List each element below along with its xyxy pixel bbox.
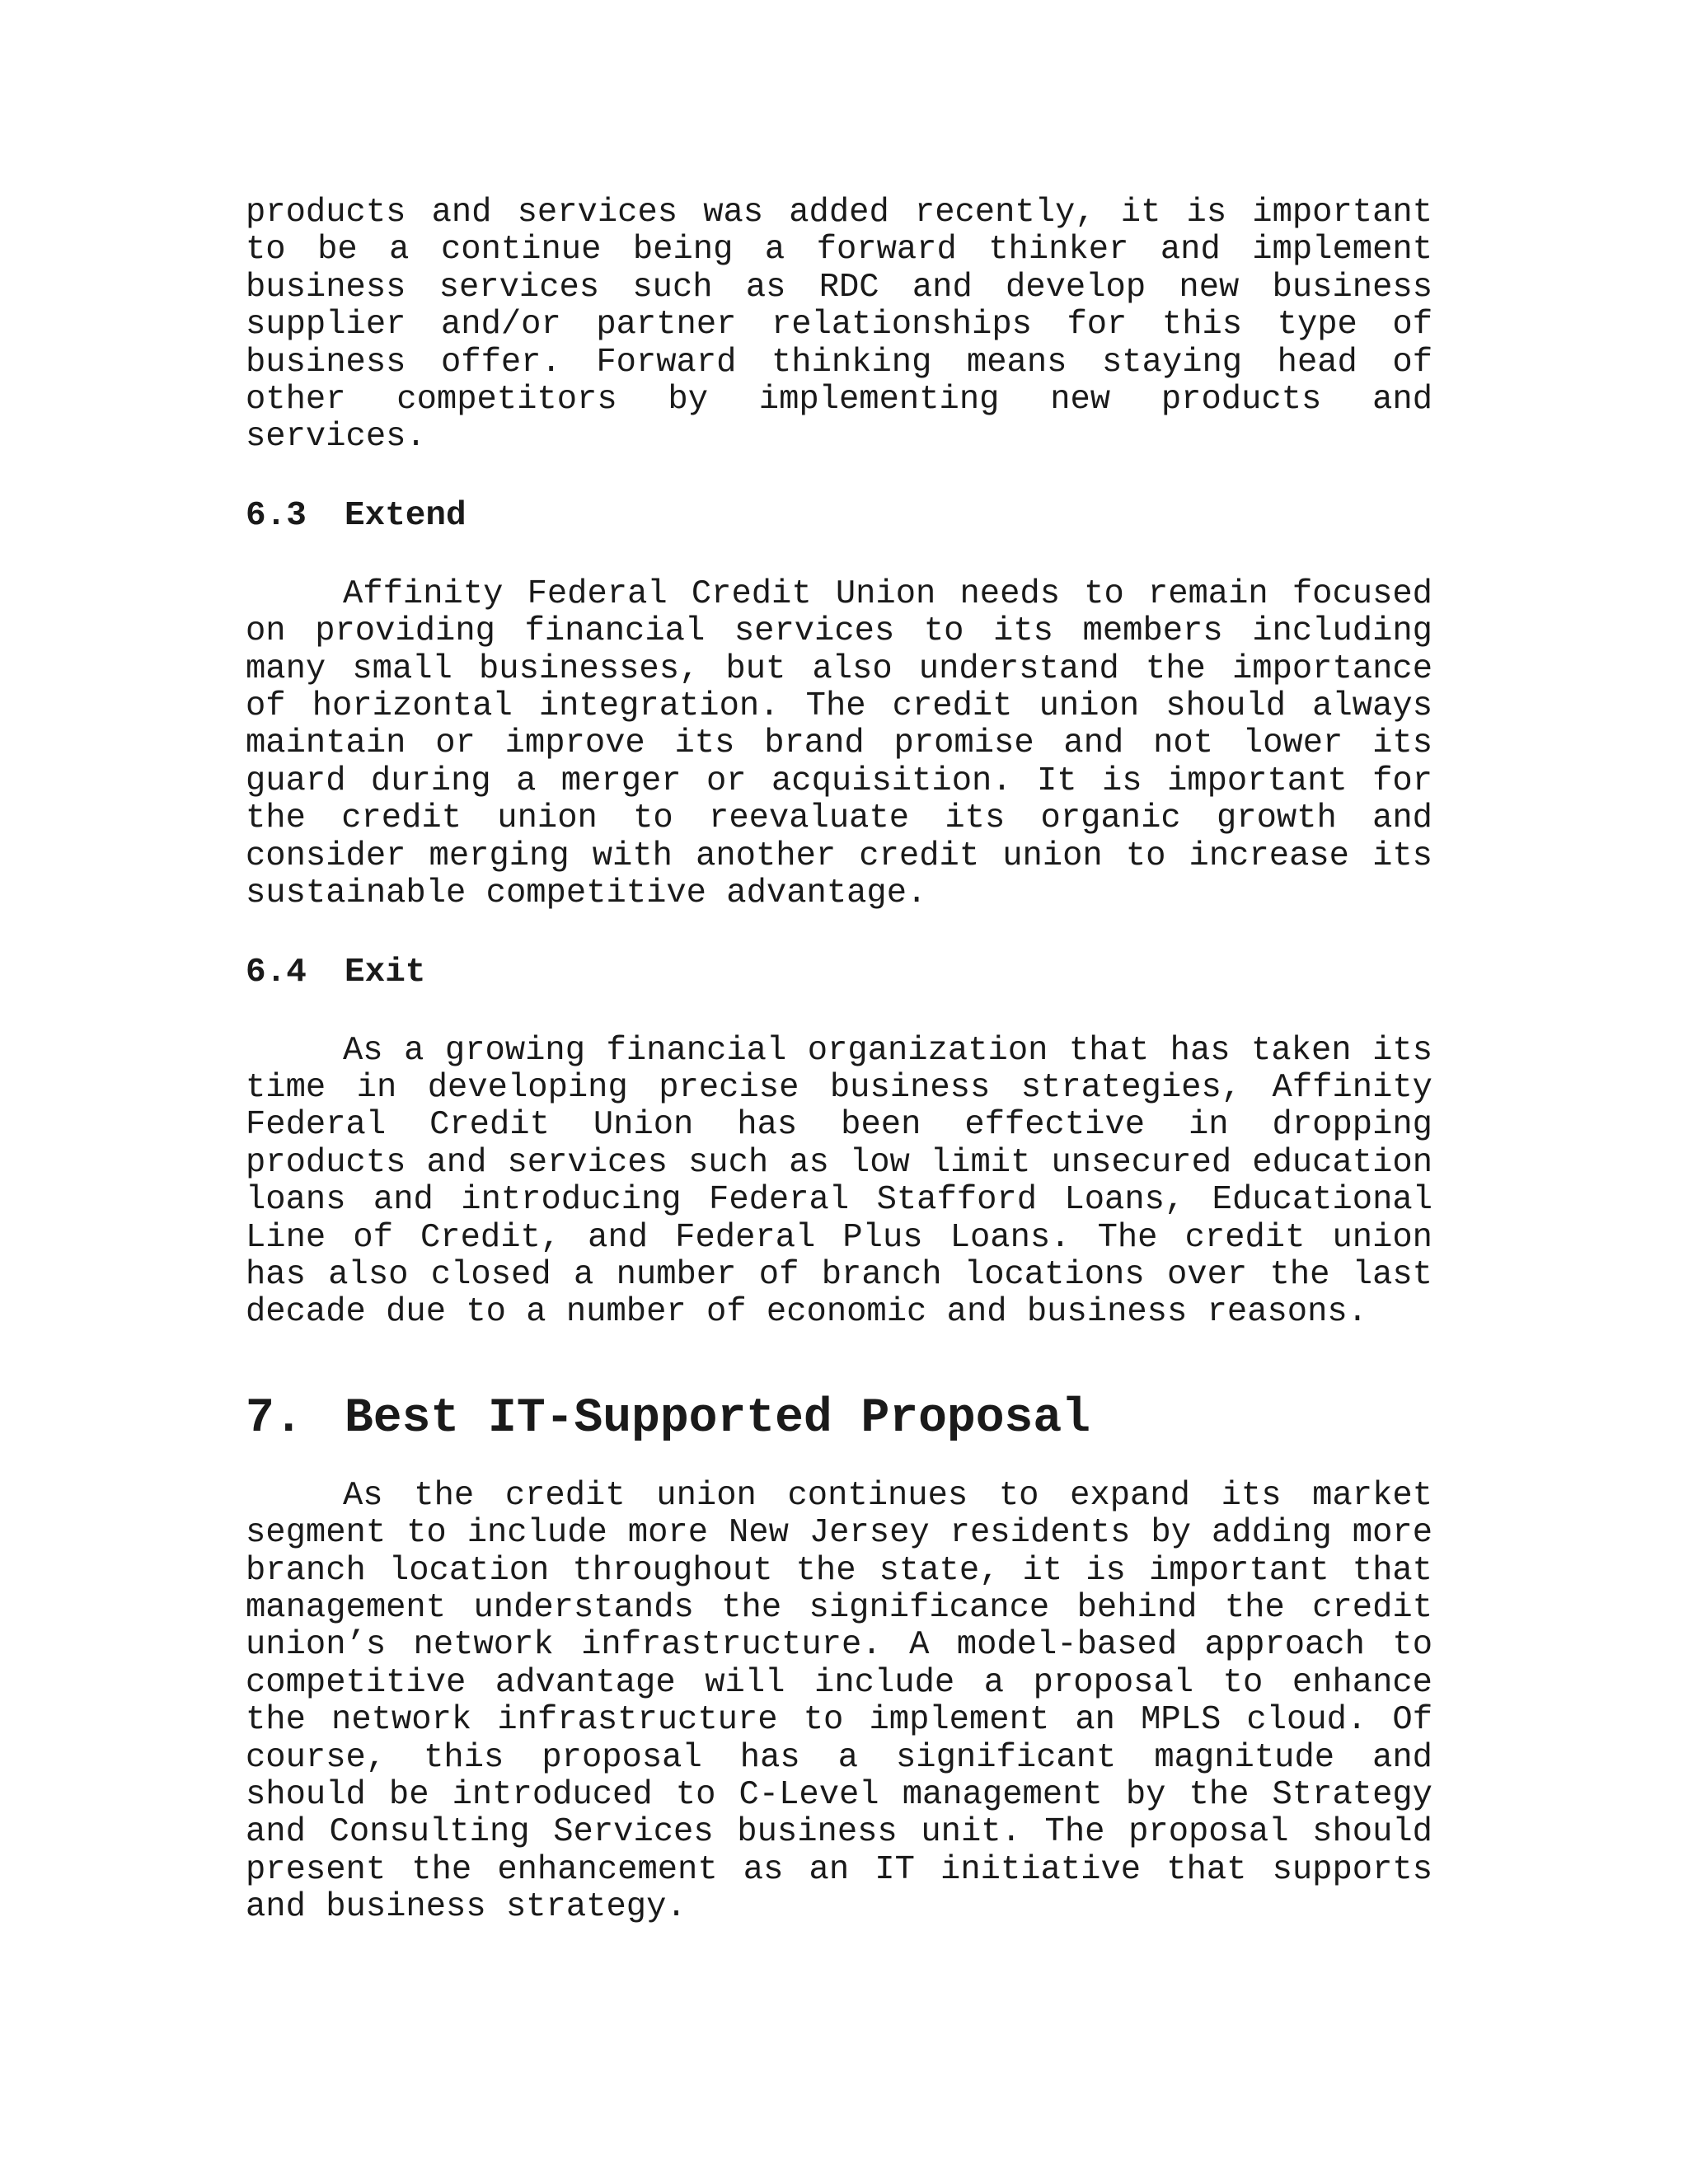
section-6-3-heading — [246, 497, 1432, 535]
section-6-4-title: Exit — [345, 953, 426, 991]
section-7-number: 7. — [246, 1391, 303, 1446]
section-6-4-heading — [246, 954, 1432, 991]
section-6-4-body: As a growing financial organization that has taken its time in developing precise business strategies, Affinity Federal Credit Union has been effective in dropping products and services such as low limit unsecured education loans and introducing Federal Stafford Loans, Educational Line of Credit, and Federal Plus Loans. The credit union has also closed a number of branch locations over the last decade due to a number of economic and business reasons. — [246, 1031, 1432, 1332]
document-page — [246, 194, 1432, 1927]
section-7-title: Best IT-Supported Proposal — [345, 1391, 1090, 1446]
section-6-3-body: Affinity Federal Credit Union needs to remain focused on providing financial services to its members including many small businesses, but also understand the importance of horizontal integration. The credit union should always maintain or improve its brand promise and not lower its guard during a merger or acquisition. It is important for the credit union to reevaluate its organic growth and consider merging with another credit union to increase its sustainable competitive advantage. — [246, 574, 1432, 913]
section-7-heading — [246, 1393, 1432, 1446]
section-7-body: As the credit union continues to expand its market segment to include more New Jersey residents by adding more branch location throughout the state, it is important that management understands the significance behind the credit union’s network infrastructure. A model-based approach to competitive advantage will include a proposal to enhance the network infrastructure to implement an MPLS cloud. Of course, this proposal has a significant magnitude and should be introduced to C-Level management by the Strategy and Consulting Services business unit. The proposal should present the enhancement as an IT initiative that supports and business strategy. — [246, 1476, 1432, 1927]
section-6-3-number: 6.3 — [246, 496, 307, 535]
intro-paragraph: products and services was added recently, it is important to be a continue being a forward thinker and implement business services such as RDC and develop new business supplier and/or partner relationships for this type of business offer. Forward thinking means staying head of other competitors by implementing new products and services. — [246, 194, 1432, 457]
section-6-4-number: 6.4 — [246, 953, 307, 991]
section-6-3-title: Extend — [345, 496, 467, 535]
